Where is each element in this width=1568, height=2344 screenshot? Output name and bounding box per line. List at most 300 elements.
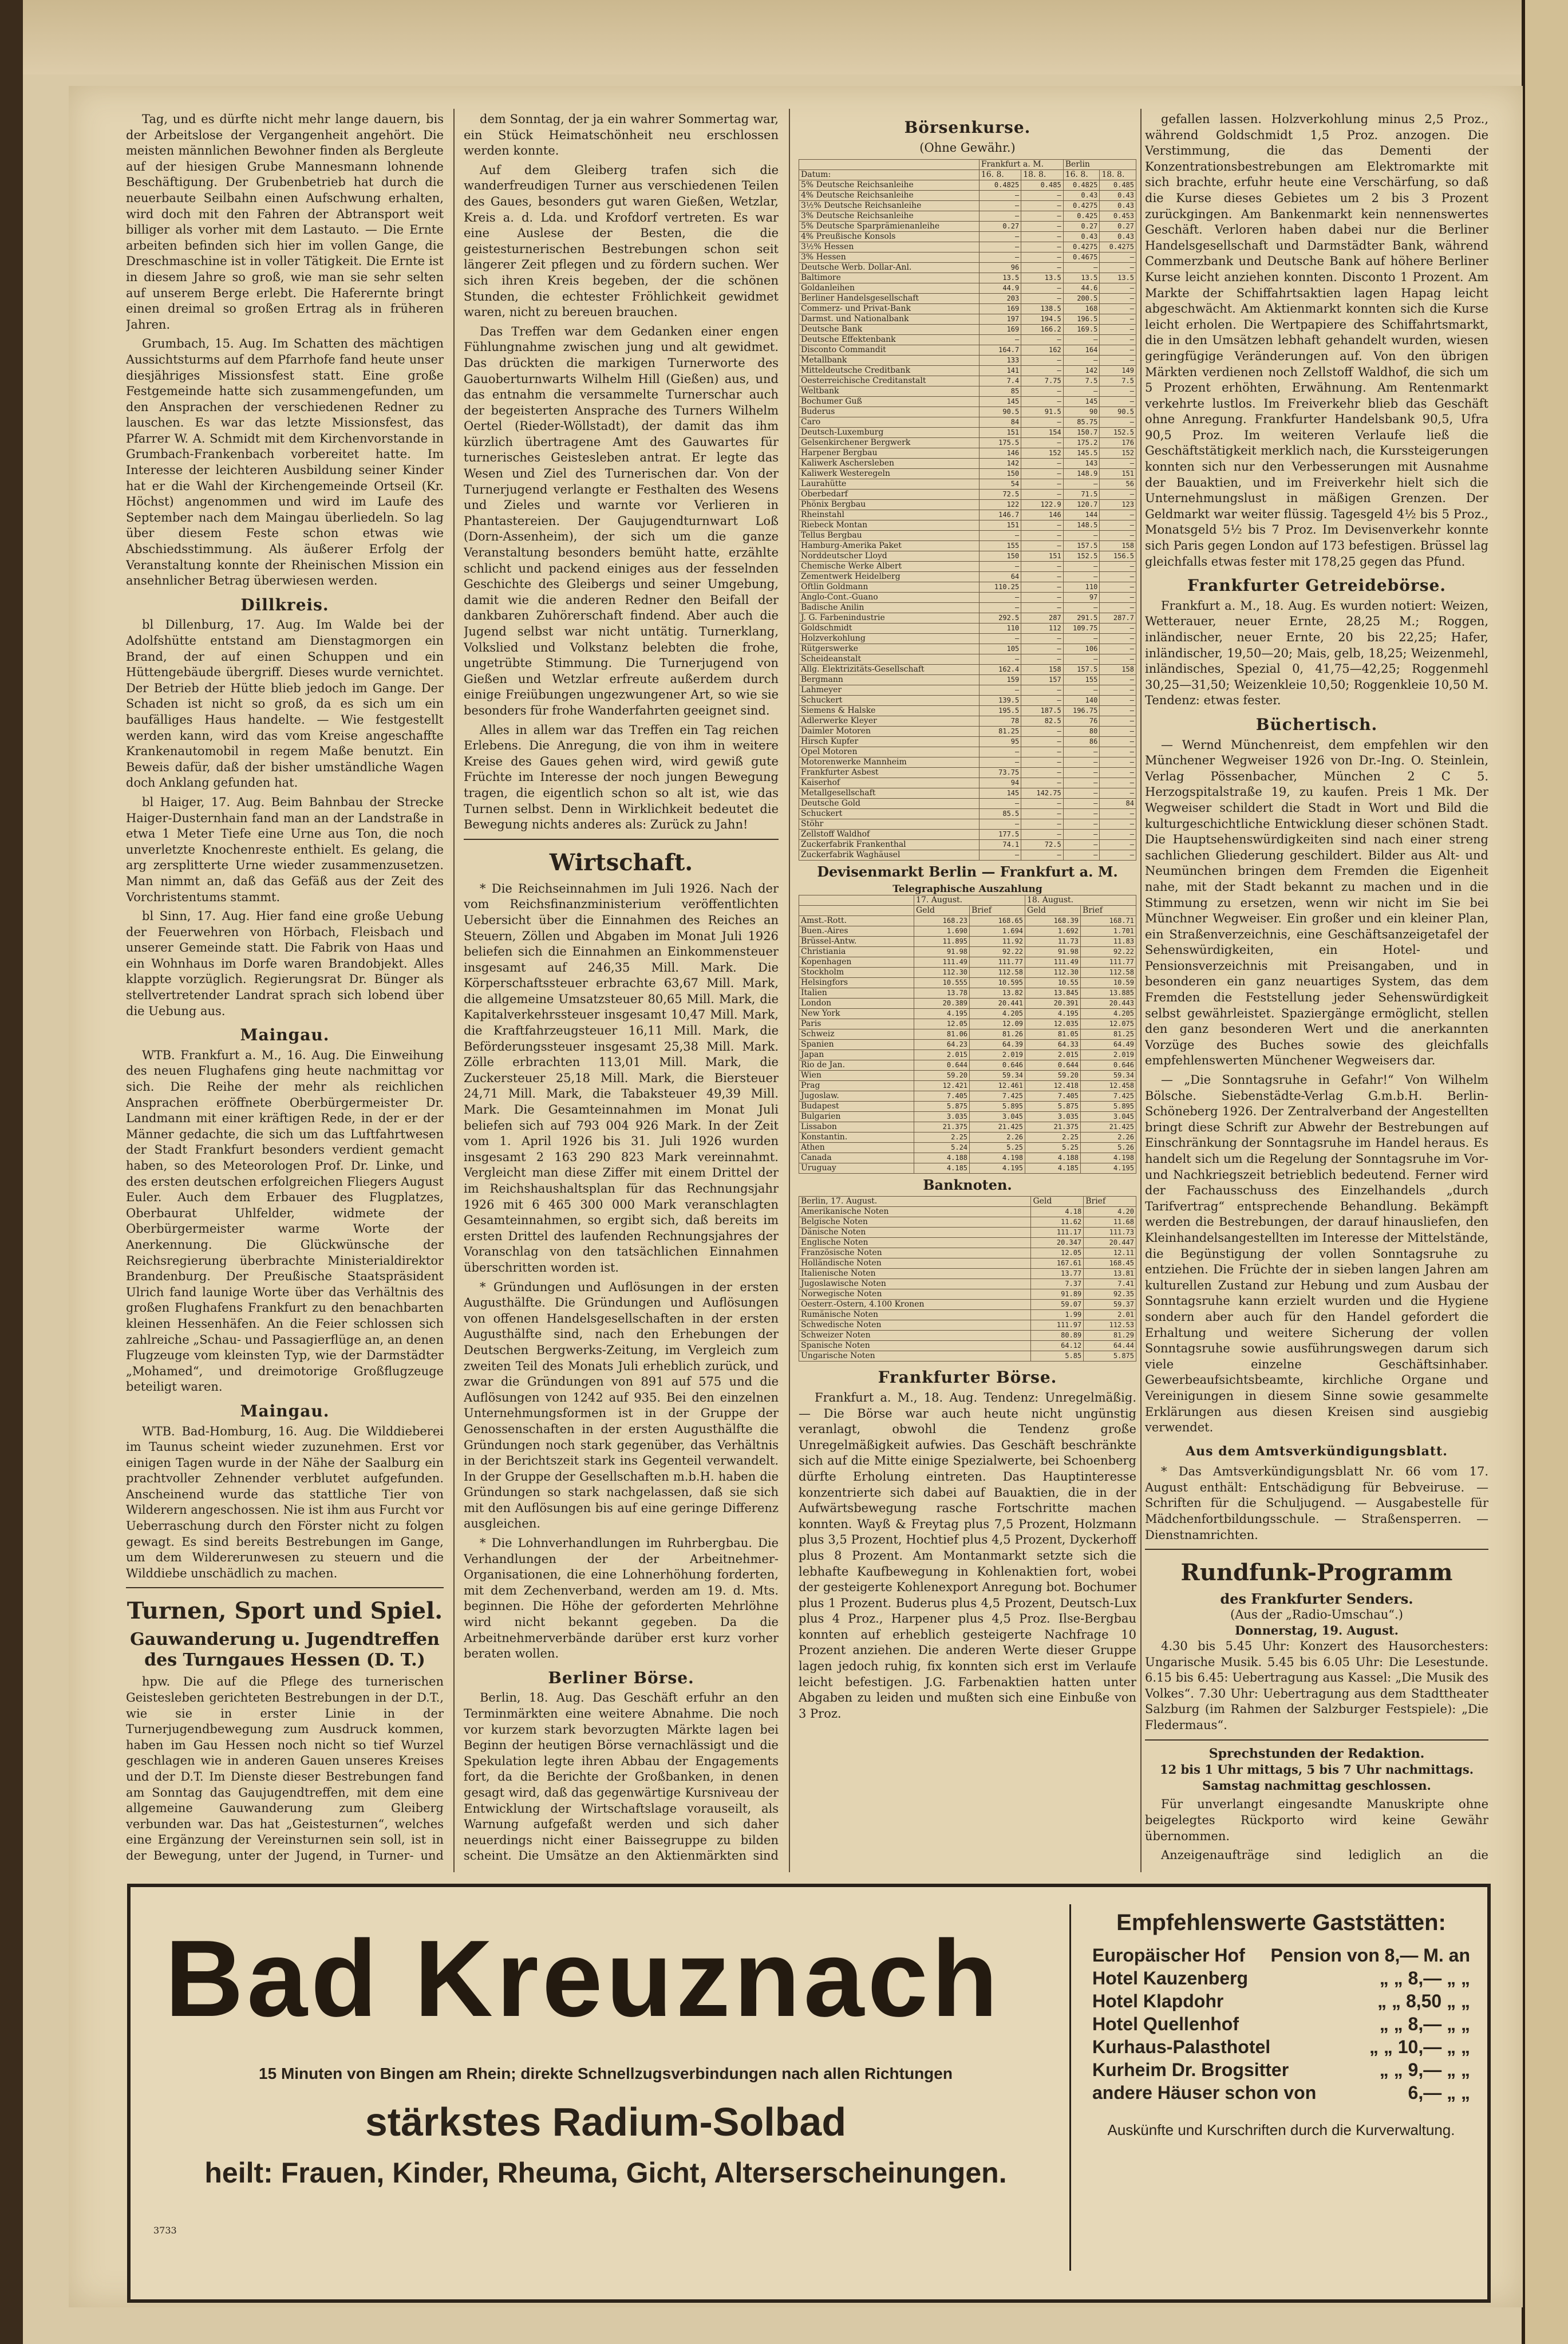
value-cell: 162.4	[979, 665, 1021, 675]
value-cell: 81.25	[1081, 1029, 1136, 1039]
table-row	[799, 799, 1136, 809]
value-cell: 0.453	[1100, 211, 1136, 222]
row-label-cell: Tellus Bergbau	[799, 531, 979, 541]
value-cell: 13.5	[1021, 273, 1063, 283]
value-cell: 92.22	[1081, 946, 1136, 957]
table-header-cell	[799, 160, 979, 170]
article-paragraph: WTB. Frankfurt a. M., 16. Aug. Die Einweihung des neuen Flughafens ging heute nachmittag vor sich. Die Reihe der mehr als reichlichen Ansprachen eröffnete Oberbürgermeister Dr. Landmann mit einer kräftigen Rede, in der er der Männer gedachte, die sich um das Luftfahrtwesen der Stadt Frankfurt besonders verdient gemacht haben, so des Meteorologen Prof. Dr. Linke, und des ersten deutschen erfolgreichen Fliegers August Euler. Auch dem Erbauer des Flugplatzes, Oberbaurat Uhlfelder, widmete der Oberbürgermeister warme Worte der Anerkennung. Die Glückwünsche der Reichsregierung überbrachte Ministerialdirektor Brandenburg. Der Preußische Staatspräsident Ulrich fand launige Worte über das Verhältnis des großen Flughafens Frankfurt zu den benachbarten kleinen Hessenhäfen. An die Feier schlossen sich zahlreiche „Schau- und Passagierflüge an, an denen Flugzeuge vom kleinsten Typ, wie der Darmstädter „Mohamed“, und dreimotorige Großflugzeuge beteiligt waren.	[126, 1048, 444, 1394]
value-cell: —	[1100, 386, 1136, 397]
value-cell: 151	[979, 520, 1021, 531]
table-row	[799, 1111, 1136, 1122]
stock-quotes-table	[799, 159, 1136, 861]
value-cell: —	[1021, 799, 1063, 809]
value-cell: 92.22	[970, 946, 1025, 957]
table-row	[799, 998, 1136, 1008]
article-paragraph: bl Dillenburg, 17. Aug. Im Walde bei der Adolfshütte entstand am Dienstagmorgen ein Brand, der auf einen Schuppen und ein Hüttengebäude übergriff. Dieses wurde vernichtet. Der Betrieb der Hütte blieb jedoch im Gange. Der Schaden ist nicht so groß, da es sich um ein baufälliges Haus handelte. — Wie festgestellt werden kann, wird das vom Kreise angeschaffte Krankenautomobil in regem Maße benutzt. Ein Beweis dafür, daß der bisher umständliche Wagen doch Anklang gefunden hat.	[126, 618, 444, 790]
value-cell: 151	[979, 428, 1021, 438]
value-cell: 141	[979, 366, 1021, 376]
value-cell: —	[1100, 778, 1136, 788]
value-cell: 7.405	[1025, 1091, 1081, 1101]
table-subheader-row	[799, 905, 1136, 915]
value-cell: —	[979, 252, 1021, 263]
table-row	[799, 438, 1136, 448]
value-cell: 0.4275	[1063, 201, 1100, 211]
table-header-row	[799, 1197, 1136, 1207]
section-subheading: Telegraphische Auszahlung	[892, 883, 1042, 895]
bad-kreuznach-advertisement	[127, 1884, 1491, 2303]
value-cell: 152.5	[1100, 428, 1136, 438]
value-cell: 0.4675	[1063, 252, 1100, 263]
value-cell: 64.39	[970, 1039, 1025, 1049]
value-cell: 2.019	[1081, 1049, 1136, 1060]
table-row	[799, 541, 1136, 551]
value-cell: 59.07	[1031, 1300, 1084, 1310]
value-cell: 0.485	[1021, 180, 1063, 191]
table-row	[799, 1279, 1136, 1289]
value-cell: 91.5	[1021, 407, 1063, 417]
value-cell: —	[1021, 562, 1063, 572]
value-cell: —	[1021, 490, 1063, 500]
divider	[464, 839, 779, 840]
row-label-cell: Deutsche Bank	[799, 325, 979, 335]
table-header-cell: Brief	[970, 905, 1025, 915]
row-label-cell: 3% Deutsche Reichsanleihe	[799, 211, 979, 222]
value-cell: 5.26	[1081, 1142, 1136, 1153]
table-row	[799, 345, 1136, 356]
value-cell: —	[1021, 252, 1063, 263]
value-cell: 85	[979, 386, 1021, 397]
value-cell: 145	[1063, 397, 1100, 407]
value-cell: —	[1021, 263, 1063, 273]
row-label-cell: Harpener Bergbau	[799, 448, 979, 459]
value-cell: 11.73	[1025, 936, 1081, 946]
value-cell: 120.7	[1063, 500, 1100, 510]
page-right-edge	[1522, 0, 1568, 2344]
value-cell: —	[1063, 386, 1100, 397]
value-cell: —	[1021, 654, 1063, 665]
value-cell: 175.2	[1063, 438, 1100, 448]
value-cell: —	[1063, 654, 1100, 665]
table-row	[799, 551, 1136, 562]
hotel-price: „ „ 8,— „ „	[1379, 1968, 1470, 1988]
table-row	[799, 988, 1136, 998]
value-cell: 140	[1063, 696, 1100, 706]
row-label-cell: New York	[799, 1008, 914, 1019]
value-cell: —	[1021, 417, 1063, 428]
value-cell: —	[1021, 201, 1063, 211]
value-cell: 138.5	[1021, 304, 1063, 314]
value-cell: 152.5	[1063, 551, 1100, 562]
value-cell: —	[1021, 685, 1063, 696]
value-cell: —	[1100, 603, 1136, 613]
value-cell: 64.44	[1084, 1341, 1136, 1351]
value-cell: 12.05	[914, 1019, 970, 1029]
divider	[126, 1587, 444, 1588]
table-row	[799, 1248, 1136, 1258]
table-row	[799, 325, 1136, 335]
value-cell: 5.875	[1084, 1351, 1136, 1362]
value-cell: —	[1021, 232, 1063, 242]
row-label-cell: Japan	[799, 1049, 914, 1060]
value-cell: —	[1063, 356, 1100, 366]
value-cell: 0.485	[1100, 180, 1136, 191]
value-cell: 4.195	[914, 1008, 970, 1019]
value-cell: 0.644	[1025, 1060, 1081, 1070]
row-label-cell: Schuckert	[799, 809, 979, 819]
value-cell: 287.7	[1100, 613, 1136, 624]
article-paragraph: 4.30 bis 5.45 Uhr: Konzert des Hausorchesters: Ungarische Musik. 5.45 bis 6.05 Uhr: Die Lesestunde. 6.15 bis 6.45: Uebertragung aus Kassel: „Die Musik des Volkes“. 7.30 Uhr: Uebertragung aus dem Stadttheater Salzburg (im Rahmen der Salzburger Festspiele): „Die Fledermaus“.	[1145, 1639, 1488, 1732]
value-cell: 168.39	[1025, 915, 1081, 926]
value-cell: —	[1100, 252, 1136, 263]
value-cell: 13.81	[1084, 1269, 1136, 1279]
value-cell: 3.045	[1081, 1111, 1136, 1122]
value-cell: 10.555	[914, 977, 970, 988]
value-cell: 155	[1063, 675, 1100, 685]
hotel-price: „ „ 10,— „ „	[1369, 2037, 1470, 2057]
table-row	[799, 967, 1136, 977]
row-label-cell: Jugoslaw.	[799, 1091, 914, 1101]
ad-divider	[1069, 1904, 1071, 2271]
value-cell: —	[1021, 850, 1063, 861]
value-cell: —	[1100, 685, 1136, 696]
row-label-cell: Schwedische Noten	[799, 1320, 1031, 1331]
value-cell: —	[1021, 727, 1063, 737]
table-row	[799, 788, 1136, 799]
section-subheading: (Aus der „Radio-Umschau“.)	[1230, 1607, 1403, 1621]
row-label-cell: Chemische Werke Albert	[799, 562, 979, 572]
row-label-cell: Buderus	[799, 407, 979, 417]
ad-indications: heilt: Frauen, Kinder, Rheuma, Gicht, Alterserscheinungen.	[204, 2157, 1007, 2189]
value-cell: 91.98	[914, 946, 970, 957]
table-row	[799, 768, 1136, 778]
value-cell: —	[1100, 830, 1136, 840]
row-label-cell: Prag	[799, 1080, 914, 1091]
value-cell: 44.6	[1063, 283, 1100, 294]
value-cell: 4.195	[970, 1163, 1025, 1173]
table-row	[799, 644, 1136, 654]
row-label-cell: Spanien	[799, 1039, 914, 1049]
value-cell: 7.41	[1084, 1279, 1136, 1289]
value-cell: —	[1063, 562, 1100, 572]
value-cell: —	[1021, 386, 1063, 397]
table-row	[799, 1122, 1136, 1132]
table-row	[799, 242, 1136, 252]
row-label-cell: Italienische Noten	[799, 1269, 1031, 1279]
ad-hotel-row	[1092, 2081, 1470, 2104]
row-label-cell: J. G. Farbenindustrie	[799, 613, 979, 624]
value-cell: 92.35	[1084, 1289, 1136, 1300]
column-4	[1145, 112, 1488, 1864]
value-cell: 158	[1021, 665, 1063, 675]
hotel-price: „ „ 9,— „ „	[1379, 2059, 1470, 2080]
value-cell: —	[1063, 634, 1100, 644]
value-cell: 139.5	[979, 696, 1021, 706]
table-row	[799, 180, 1136, 191]
value-cell: 64.33	[1025, 1039, 1081, 1049]
ad-hotel-row	[1092, 2035, 1470, 2058]
row-label-cell: Schweizer Noten	[799, 1331, 1031, 1341]
table-row	[799, 448, 1136, 459]
table-row	[799, 500, 1136, 510]
value-cell: 111.49	[1025, 957, 1081, 967]
table-row	[799, 1207, 1136, 1217]
value-cell: 72.5	[979, 490, 1021, 500]
value-cell: 146	[979, 448, 1021, 459]
row-label-cell: Siemens & Halske	[799, 706, 979, 716]
table-subheader-row	[799, 170, 1136, 180]
table-row	[799, 1217, 1136, 1228]
value-cell: 7.425	[970, 1091, 1025, 1101]
value-cell: —	[1100, 490, 1136, 500]
value-cell: 1.99	[1031, 1310, 1084, 1320]
row-label-cell: Schuckert	[799, 696, 979, 706]
value-cell: 168	[1063, 304, 1100, 314]
article-paragraph: dem Sonntag, der ja ein wahrer Sommertag war, ein Stück Heimatschönheit neu erschlossen werden konnte.	[464, 112, 779, 158]
page-left-edge	[0, 0, 23, 2344]
currency-table	[799, 895, 1136, 1174]
column-rule-2	[789, 109, 790, 1872]
row-label-cell: Deutsche Effektenbank	[799, 335, 979, 345]
value-cell: —	[979, 335, 1021, 345]
section-heading-boersenkurse: Börsenkurse.	[904, 118, 1031, 137]
value-cell: 11.68	[1084, 1217, 1136, 1228]
value-cell: 109.75	[1063, 624, 1100, 634]
table-header-cell: 18. 8.	[1021, 170, 1063, 180]
row-label-cell: Christiania	[799, 946, 914, 957]
ad-hotel-row	[1092, 2058, 1470, 2081]
value-cell: 11.895	[914, 936, 970, 946]
value-cell: —	[1021, 520, 1063, 531]
value-cell: 12.075	[1081, 1019, 1136, 1029]
article-paragraph: WTB. Bad-Homburg, 16. Aug. Die Wilddieberei im Taunus scheint wieder zuzunehmen. Erst vor einigen Tagen wurde in der Nähe der Saalburg ein prachtvoller Zehnender verblutet aufgefunden. Anscheinend wurde das stattliche Tier von Wilderern angeschossen. Nie ist ihm aus Furcht vor Ueberraschung durch den Förster nicht zu folgen gewagt. Es sind bereits Bestrebungen im Gange, um dem Wildererunwesen zu steuern und die Wilddiebe unschädlich zu machen.	[126, 1424, 444, 1580]
row-label-cell: Deutsch-Luxemburg	[799, 428, 979, 438]
value-cell: —	[1021, 397, 1063, 407]
value-cell: 64.49	[1081, 1039, 1136, 1049]
row-label-cell: Bochumer Guß	[799, 397, 979, 407]
value-cell: —	[1063, 809, 1100, 819]
value-cell: 150.7	[1063, 428, 1100, 438]
value-cell: 151	[1021, 551, 1063, 562]
row-label-cell: Stockholm	[799, 967, 914, 977]
table-row	[799, 397, 1136, 407]
value-cell: 112	[1021, 624, 1063, 634]
value-cell: —	[1100, 654, 1136, 665]
ad-footer: Auskünfte und Kurschriften durch die Kurverwaltung.	[1107, 2121, 1455, 2138]
table-header-cell: Brief	[1084, 1197, 1136, 1207]
value-cell: —	[1100, 510, 1136, 520]
row-label-cell: Allg. Elektrizitäts-Gesellschaft	[799, 665, 979, 675]
ad-title: Bad Kreuznach	[165, 1918, 1002, 2039]
value-cell: 21.375	[1025, 1122, 1081, 1132]
value-cell: 111.97	[1031, 1320, 1084, 1331]
value-cell: —	[1100, 562, 1136, 572]
value-cell: 4.185	[914, 1163, 970, 1173]
value-cell: —	[979, 757, 1021, 768]
row-label-cell: 3½% Hessen	[799, 242, 979, 252]
banknotes-table	[799, 1196, 1136, 1362]
table-row	[799, 531, 1136, 541]
value-cell: 197	[979, 314, 1021, 325]
value-cell: 13.885	[1081, 988, 1136, 998]
value-cell: —	[979, 191, 1021, 201]
row-label-cell: Holzverkohlung	[799, 634, 979, 644]
row-label-cell: Motorenwerke Mannheim	[799, 757, 979, 768]
row-label-cell: Deutsche Werb. Dollar-Anl.	[799, 263, 979, 273]
value-cell: —	[1100, 634, 1136, 644]
value-cell: —	[1021, 211, 1063, 222]
value-cell: 81.05	[1025, 1029, 1081, 1039]
value-cell: 292.5	[979, 613, 1021, 624]
value-cell: —	[1063, 747, 1100, 757]
hotel-name: Kurheim Dr. Brogsitter	[1092, 2059, 1289, 2080]
value-cell: 5.875	[1025, 1101, 1081, 1111]
value-cell: —	[1100, 345, 1136, 356]
value-cell: —	[1021, 222, 1063, 232]
row-label-cell: Dänische Noten	[799, 1228, 1031, 1238]
value-cell: —	[1063, 479, 1100, 490]
row-label-cell: Goldanleihen	[799, 283, 979, 294]
table-row	[799, 510, 1136, 520]
table-row	[799, 819, 1136, 830]
row-label-cell: Rheinstahl	[799, 510, 979, 520]
value-cell: 7.75	[1021, 376, 1063, 386]
value-cell: 59.20	[1025, 1070, 1081, 1080]
value-cell: 112.30	[914, 967, 970, 977]
value-cell: 84	[1100, 799, 1136, 809]
table-row	[799, 936, 1136, 946]
value-cell: 158	[1100, 665, 1136, 675]
row-label-cell: Wien	[799, 1070, 914, 1080]
row-label-cell: Berliner Handelsgesellschaft	[799, 294, 979, 304]
value-cell: 146.7	[979, 510, 1021, 520]
value-cell: 105	[979, 644, 1021, 654]
table-row	[799, 593, 1136, 603]
value-cell: 111.77	[970, 957, 1025, 967]
table-row	[799, 490, 1136, 500]
table-row	[799, 294, 1136, 304]
value-cell: 7.4	[979, 376, 1021, 386]
row-label-cell: Zuckerfabrik Waghäusel	[799, 850, 979, 861]
table-row	[799, 1060, 1136, 1070]
article-paragraph: Für unverlangt eingesandte Manuskripte ohne beigelegtes Rückporto wird keine Gewähr übernommen.	[1145, 1797, 1488, 1843]
value-cell: 175.5	[979, 438, 1021, 448]
table-row	[799, 757, 1136, 768]
ad-slogan: stärkstes Radium-Solbad	[365, 2100, 847, 2144]
table-row	[799, 562, 1136, 572]
row-label-cell: Konstantin.	[799, 1132, 914, 1142]
table-row	[799, 1351, 1136, 1362]
table-row	[799, 747, 1136, 757]
row-label-cell: Metallbank	[799, 356, 979, 366]
value-cell: 2.25	[1025, 1132, 1081, 1142]
value-cell: —	[1100, 459, 1136, 469]
row-label-cell: Helsingfors	[799, 977, 914, 988]
article-paragraph: bl Haiger, 17. Aug. Beim Bahnbau der Strecke Haiger-Dusternhain fand man an der Landstraße in etwa 1 Meter Tiefe eine Urne aus Ton, die noch unverletzte Knochenreste enthielt. Es gelang, die arg zersplitterte Urne wieder zusammenzusetzen. Man nimmt an, daß das Gefäß aus der Zeit des Vorchristentums stammt.	[126, 795, 444, 904]
value-cell: —	[1100, 757, 1136, 768]
value-cell: 150	[979, 551, 1021, 562]
section-heading-dillkreis: Dillkreis.	[240, 595, 329, 614]
value-cell: 0.43	[1100, 232, 1136, 242]
table-row	[799, 1091, 1136, 1101]
table-row	[799, 706, 1136, 716]
table-header-cell: 18. August.	[1025, 895, 1136, 905]
section-heading-sprechstunden: Sprechstunden der Redaktion.	[1208, 1746, 1425, 1761]
table-row	[799, 778, 1136, 788]
table-row	[799, 1080, 1136, 1091]
ad-hotel-row	[1092, 2012, 1470, 2035]
value-cell: 3.035	[914, 1111, 970, 1122]
value-cell: —	[1021, 634, 1063, 644]
value-cell: 4.20	[1084, 1207, 1136, 1217]
table-row	[799, 1320, 1136, 1331]
value-cell: 2.015	[1025, 1049, 1081, 1060]
table-row	[799, 1269, 1136, 1279]
table-row	[799, 366, 1136, 376]
value-cell: 12.421	[914, 1080, 970, 1091]
value-cell: —	[1063, 263, 1100, 273]
row-label-cell: Mitteldeutsche Creditbank	[799, 366, 979, 376]
ad-hotel-row	[1092, 1944, 1470, 1967]
ad-hotel-list	[1092, 1910, 1470, 2140]
section-heading-buechertisch: Büchertisch.	[1255, 715, 1378, 734]
value-cell: —	[1063, 757, 1100, 768]
value-cell: —	[1021, 830, 1063, 840]
value-cell: 5.25	[970, 1142, 1025, 1153]
value-cell: 81.26	[970, 1029, 1025, 1039]
value-cell: —	[1100, 716, 1136, 727]
value-cell: —	[1100, 283, 1136, 294]
value-cell: —	[1021, 582, 1063, 593]
value-cell: 73.75	[979, 768, 1021, 778]
value-cell: 169	[979, 325, 1021, 335]
table-row	[799, 386, 1136, 397]
value-cell: 59.34	[1081, 1070, 1136, 1080]
value-cell: 82.5	[1021, 716, 1063, 727]
column-rule-3	[1140, 109, 1142, 1872]
value-cell: 152	[1021, 448, 1063, 459]
row-label-cell: Kaliwerk Westeregeln	[799, 469, 979, 479]
value-cell: 20.447	[1084, 1238, 1136, 1248]
table-header-row	[799, 160, 1136, 170]
table-row	[799, 716, 1136, 727]
table-row	[799, 946, 1136, 957]
value-cell: —	[1021, 459, 1063, 469]
value-cell: 133	[979, 356, 1021, 366]
row-label-cell: Kopenhagen	[799, 957, 914, 967]
value-cell: 72.5	[1021, 840, 1063, 850]
value-cell: —	[1100, 644, 1136, 654]
value-cell: 10.59	[1081, 977, 1136, 988]
section-heading-berliner-boerse: Berliner Börse.	[548, 1668, 694, 1687]
table-row	[799, 685, 1136, 696]
value-cell: —	[979, 850, 1021, 861]
table-header-cell	[799, 905, 914, 915]
row-label-cell: Paris	[799, 1019, 914, 1029]
value-cell: 0.4825	[979, 180, 1021, 191]
table-header-cell: Berlin, 17. August.	[799, 1197, 1031, 1207]
value-cell: 195.5	[979, 706, 1021, 716]
value-cell: 0.4275	[1063, 242, 1100, 252]
value-cell: 12.461	[970, 1080, 1025, 1091]
value-cell: 1.690	[914, 926, 970, 936]
value-cell: 145	[979, 397, 1021, 407]
value-cell: —	[1100, 788, 1136, 799]
table-row	[799, 926, 1136, 936]
article-paragraph: Alles in allem war das Treffen ein Tag reichen Erlebens. Die Anregung, die von ihm in weitere Kreise des Gaues gehen wird, wird gewiß gute Früchte im Interesse der noch jungen Bewegung tragen, die eigentlich schon so alt ist, wie das Turnen selbst. Denn in Wirklichkeit bedeutet die Bewegung nichts anderes als: Zurück zu Jahn!	[464, 723, 779, 832]
value-cell: —	[1100, 325, 1136, 335]
value-cell: —	[1100, 850, 1136, 861]
value-cell: 106	[1063, 644, 1100, 654]
